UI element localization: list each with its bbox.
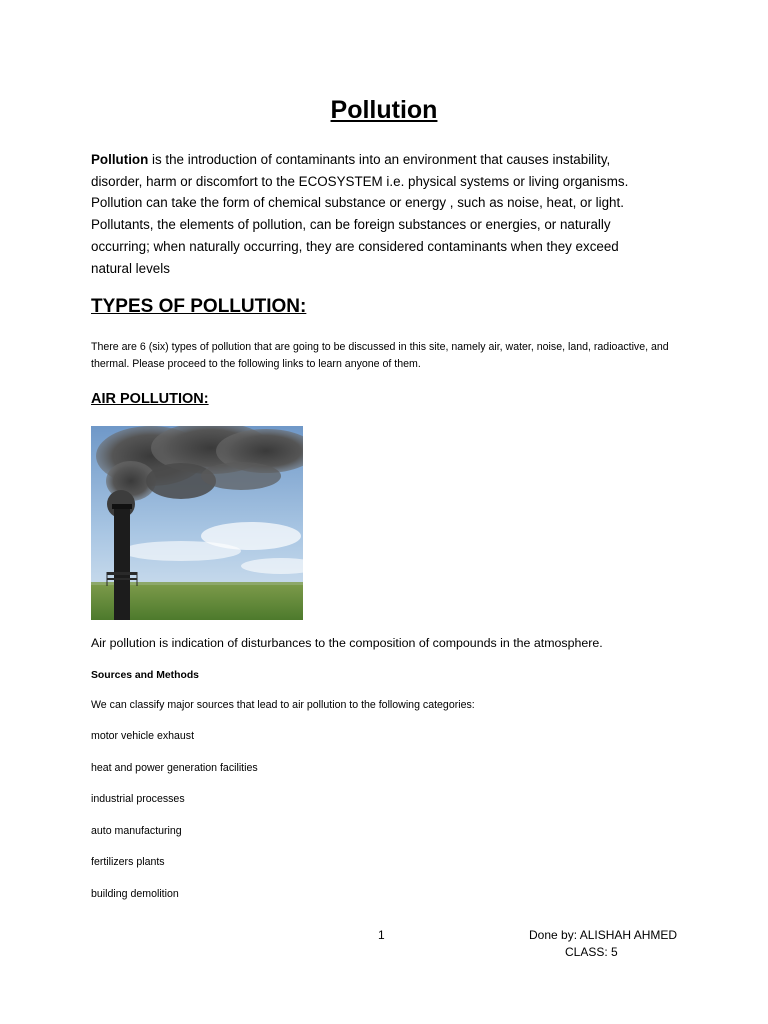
intro-text: is the introduction of contaminants into an environment that causes instability, disorder, harm or discomfort to the ECOSYSTEM i.e. physical systems or living organisms. Pollution can take the form of chemical substance or energy , such as noise, heat, or light. Pollutants, the elements of pollution, can be foreign substances or energies, or naturally occurring; when naturally occurring, they are considered contaminants when they exceed natural levels <box>91 152 629 276</box>
list-item: heat and power generation facilities <box>91 761 258 774</box>
list-item: building demolition <box>91 887 179 900</box>
page-number: 1 <box>378 928 385 942</box>
list-item: fertilizers plants <box>91 856 165 869</box>
page-title: Pollution <box>330 96 438 124</box>
list-item: auto manufacturing <box>91 824 182 837</box>
types-heading: TYPES OF POLLUTION: <box>91 296 307 317</box>
intro-lead-term: Pollution <box>91 152 149 167</box>
sources-list <box>91 730 258 920</box>
sources-heading: Sources and Methods <box>91 670 199 681</box>
air-pollution-definition: Air pollution is indication of disturbances to the composition of compounds in the atmosphere. <box>91 636 603 650</box>
intro-paragraph <box>91 149 651 279</box>
sources-intro: We can classify major sources that lead to air pollution to the following categories: <box>91 699 475 711</box>
author-credit: Done by: ALISHAH AHMED <box>529 928 678 942</box>
class-label: CLASS: 5 <box>565 945 618 959</box>
list-item: industrial processes <box>91 793 185 806</box>
list-item: motor vehicle exhaust <box>91 730 195 742</box>
smokestack-photo <box>91 426 303 620</box>
air-pollution-heading: AIR POLLUTION: <box>91 391 209 407</box>
types-paragraph: There are 6 (six) types of pollution that are going to be discussed in this site, namely air, water, noise, land, radioactive, and thermal. Please proceed to the following links to learn anyone of them. <box>91 341 669 370</box>
